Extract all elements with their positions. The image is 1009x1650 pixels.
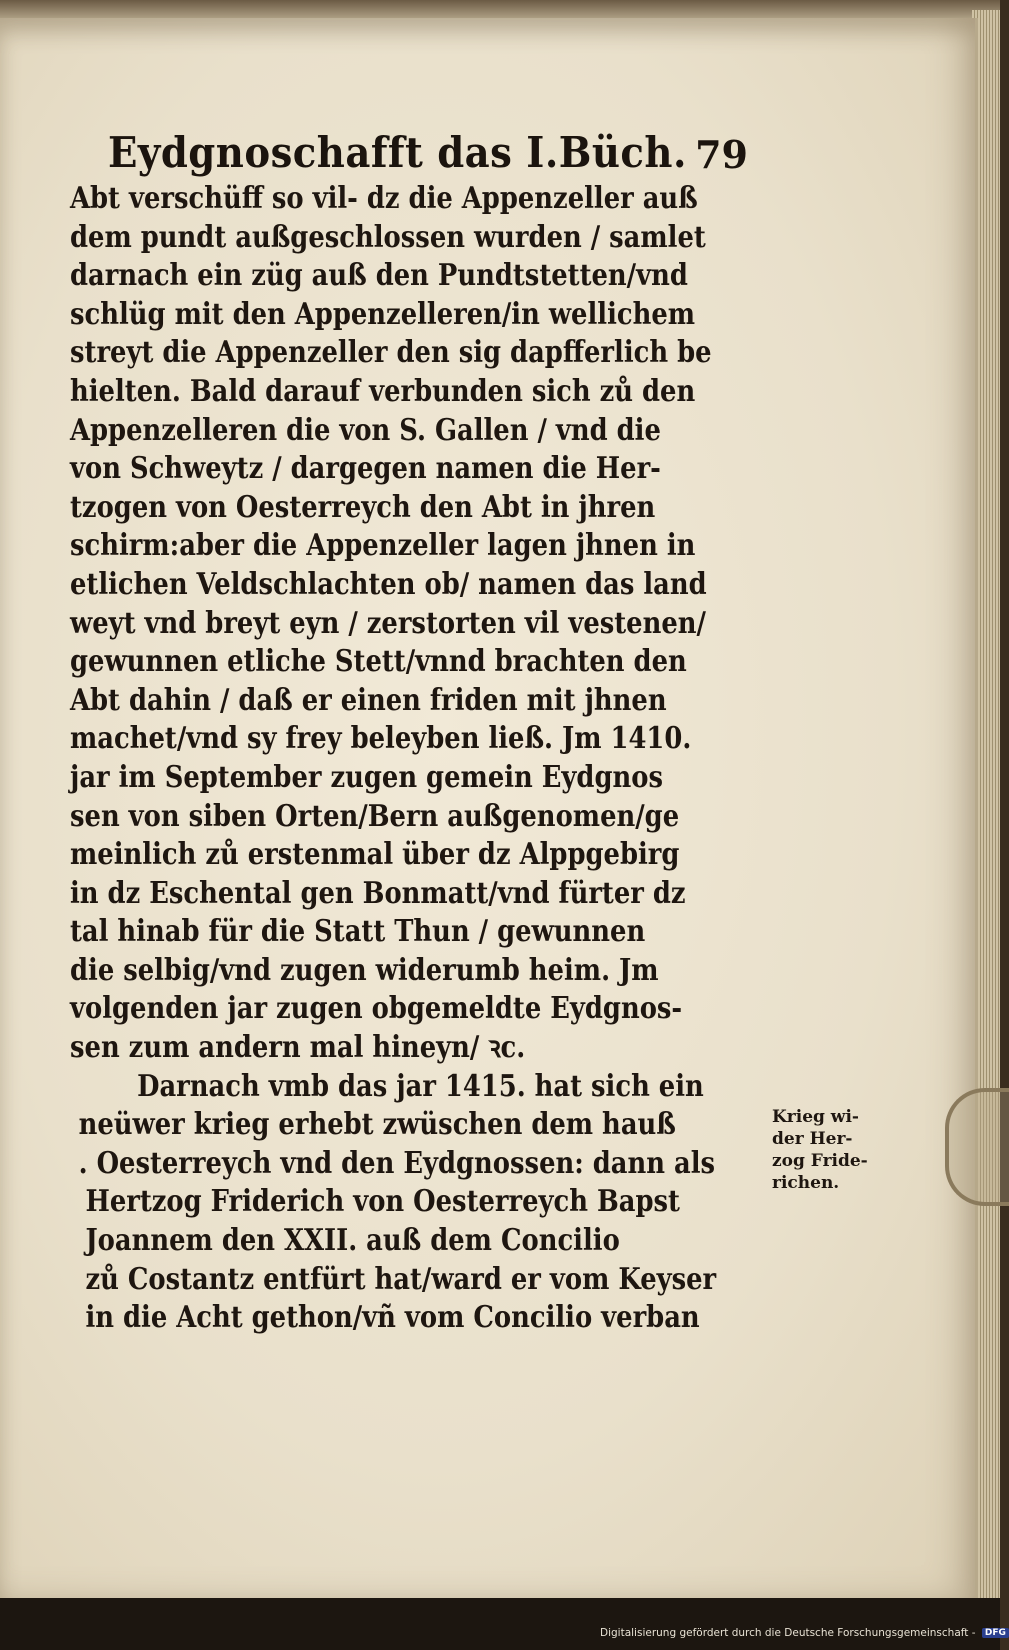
text-line: in die Acht gethon/vñ vom Concilio verban <box>85 1300 700 1336</box>
text-line: streyt die Appenzeller den sig dapfferlich be <box>70 335 712 371</box>
body-text <box>70 180 760 1338</box>
text-line: Abt dahin / daß er einen friden mit jhnen <box>70 682 667 718</box>
text-line: tal hinab für die Statt Thun / gewunnen <box>70 914 646 950</box>
marginal-note-line: zog Fride- <box>772 1151 868 1171</box>
text-line: sen zum andern mal hineyn/ ꝛc. <box>70 1030 526 1066</box>
text-line: die selbig/vnd zugen widerumb heim. Jm <box>70 952 659 988</box>
marginal-note-line: Krieg wi- <box>772 1107 859 1127</box>
book-clasp <box>945 1088 1009 1206</box>
text-line: schlüg mit den Appenzelleren/in wellichem <box>70 296 696 332</box>
text-line: Hertzog Friderich von Oesterreych Bapst <box>85 1184 680 1220</box>
text-line: etlichen Veldschlachten ob/ namen das land <box>70 566 707 602</box>
marginal-note-line: der Her- <box>772 1129 853 1149</box>
text-line: machet/vnd sy frey beleyben ließ. Jm 1410. <box>70 721 692 757</box>
text-line: volgenden jar zugen obgemeldte Eydgnos- <box>70 991 683 1027</box>
marginal-note-line: richen. <box>772 1173 840 1193</box>
text-line: sen von siben Orten/Bern außgenomen/ge <box>70 798 680 834</box>
text-line: Joannem den XXII. auß dem Concilio <box>85 1223 620 1259</box>
paragraph-first-line: Darnach vmb das jar 1415. hat sich ein <box>137 1068 704 1104</box>
text-line: tzogen von Oesterreych den Abt in jhren <box>70 489 656 525</box>
text-line: dem pundt außgeschlossen wurden / samlet <box>70 219 706 255</box>
text-line: weyt vnd breyt eyn / zerstorten vil vestenen/ <box>70 605 706 641</box>
text-line: darnach ein züg auß den Pundtstetten/vnd <box>70 258 688 294</box>
text-line: hielten. Bald darauf verbunden sich zů den <box>70 373 696 409</box>
text-line: zů Costantz entfürt hat/ward er vom Keyser <box>85 1261 717 1297</box>
dfg-logo: DFG <box>982 1628 1009 1638</box>
credit-text: Digitalisierung gefördert durch die Deutsche Forschungsgemeinschaft - <box>600 1627 976 1639</box>
text-line: Appenzelleren die von S. Gallen / vnd die <box>70 412 661 448</box>
text-line: von Schweytz / dargegen namen die Her- <box>70 451 661 487</box>
page-number: 79 <box>695 132 748 177</box>
text-line: Abt verschüff so vil- dz die Appenzeller auß <box>70 181 698 216</box>
text-line: . Oesterreych vnd den Eydgnossen: dann als <box>78 1145 716 1181</box>
text-line: jar im September zugen gemein Eydgnos <box>70 759 663 795</box>
running-title: Eydgnoschafft das I.Büch. <box>108 128 687 177</box>
text-line: meinlich zů erstenmal über dz Alppgebirg <box>70 837 680 873</box>
text-line: neüwer krieg erhebt zwüschen dem hauß <box>78 1107 676 1143</box>
text-line: in dz Eschental gen Bonmatt/vnd fürter dz <box>70 875 686 911</box>
text-line: schirm:aber die Appenzeller lagen jhnen in <box>70 528 696 564</box>
text-line: gewunnen etliche Stett/vnnd brachten den <box>70 644 687 680</box>
digitization-credit <box>600 1627 1009 1645</box>
marginal-note <box>772 1106 892 1194</box>
